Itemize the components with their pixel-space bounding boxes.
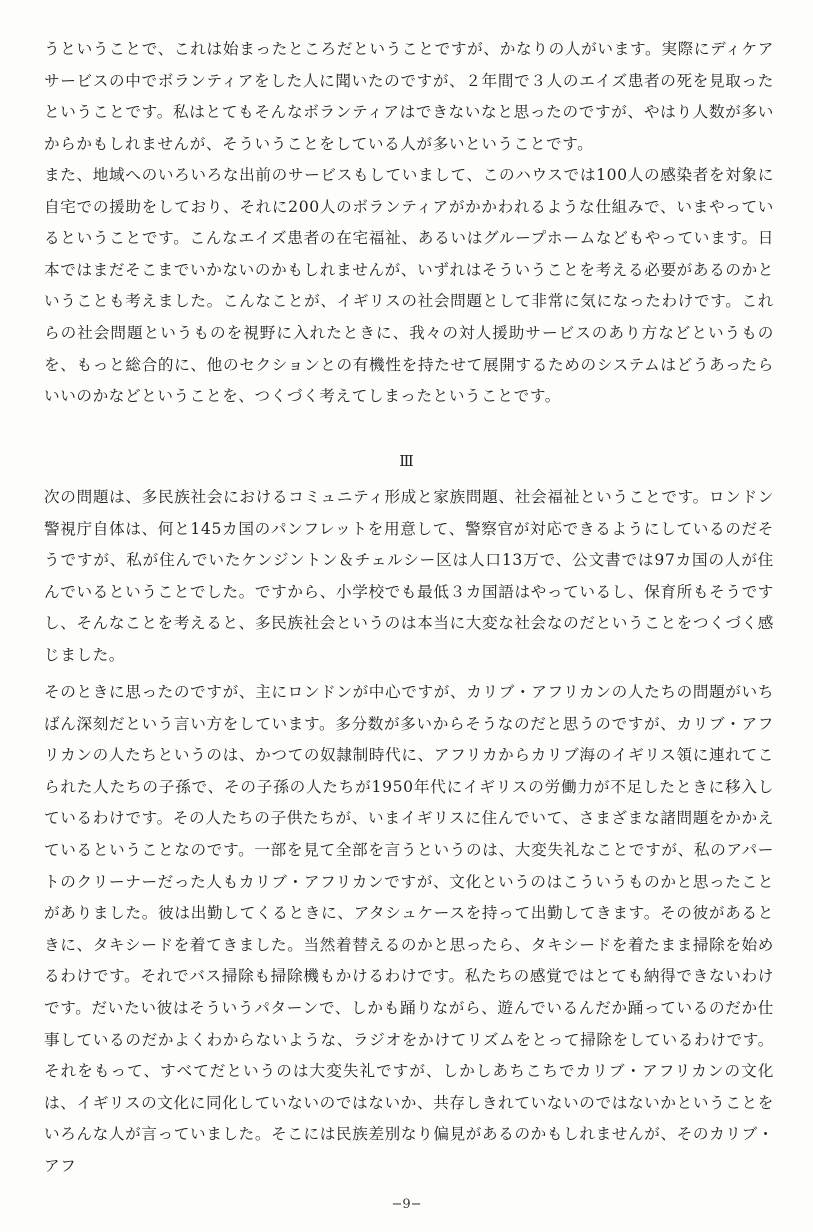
paragraph-volunteer-care: うということで、これは始まったところだということですが、かなりの人がいます。実際にディケアサービスの中でボランティアをした人に聞いたのですが、２年間で３人のエイズ患者の死を見取ったということです。私はとてもそんなボランティアはできないなと思ったのですが、やはり人数が多いからかもしれませんが、そういうことをしている人が多いということです。	[44, 40, 774, 153]
paragraph-community-services: また、地域へのいろいろな出前のサービスもしていまして、このハウスでは100人の感染者を対象に自宅での援助をしており、それに200人のボランティアがかかわれるような仕組みで、いまやっているということです。こんなエイズ患者の在宅福祉、あるいはグループホームなどもやっています。日本ではまだそこまでいかないのかもしれませんが、いずれはそういうことを考える必要があるのかということも考えました。こんなことが、イギリスの社会問題として非常に気になったわけです。これらの社会問題というものを視野に入れたときに、我々の対人援助サービスのあり方などというものを、もっと総合的に、他のセクションとの有機性を持たせて展開するためのシステムはどうあったらいいのかなどということを、つくづく考えてしまったということです。	[44, 166, 774, 406]
paragraph-multiethnic-society: 次の問題は、多民族社会におけるコミュニティ形成と家族問題、社会福祉ということです。ロンドン警視庁自体は、何と145カ国のパンフレットを用意して、警察官が対応できるようにしているのだそうですが、私が住んでいたケンジントン＆チェルシー区は人口13万で、公文書では97カ国の人が住んでいるということでした。ですから、小学校でも最低３カ国語はやっているし、保育所もそうですし、そんなことを考えると、多民族社会というのは本当に大変な社会なのだということをつくづく感じました。	[44, 488, 774, 664]
page-number: −9−	[391, 1197, 422, 1212]
section-heading: Ⅲ	[399, 454, 414, 470]
paragraph-caribbean-african: そのときに思ったのですが、主にロンドンが中心ですが、カリブ・アフリカンの人たちの問題がいちばん深刻だという言い方をしています。多分数が多いからそうなのだと思うのですが、カリブ・アフリカンの人たちというのは、かつての奴隷制時代に、アフリカからカリブ海のイギリス領に連れてこられた人たちの子孫で、その子孫の人たちが1950年代にイギリスの労働力が不足したときに移入しているわけです。その人たちの子供たちが、いまイギリスに住んでいて、さまざまな諸問題をかかえているということなのです。一部を見て全部を言うというのは、大変失礼なことですが、私のアパートのクリーナーだった人もカリブ・アフリカンですが、文化というのはこういうものかと思ったことがありました。彼は出勤してくるときに、アタシュケースを持って出勤してきます。その彼があるときに、タキシードを着てきました。当然着替えるのかと思ったら、タキシードを着たまま掃除を始めるわけです。それでバス掃除も掃除機もかけるわけです。私たちの感覚ではとても納得できないわけです。だいたい彼はそういうパターンで、しかも踊りながら、遊んでいるんだか踊っているのだか仕事しているのだかよくわからないような、ラジオをかけてリズムをとって掃除をしているわけです。それをもって、すべてだというのは大変失礼ですが、しかしあちこちでカリブ・アフリカンの文化は、イギリスの文化に同化していないのではないか、共存しきれていないのではないかということをいろんな人が言っていました。そこには民族差別なり偏見があるのかもしれませんが、そのカリブ・アフ	[44, 683, 774, 1175]
